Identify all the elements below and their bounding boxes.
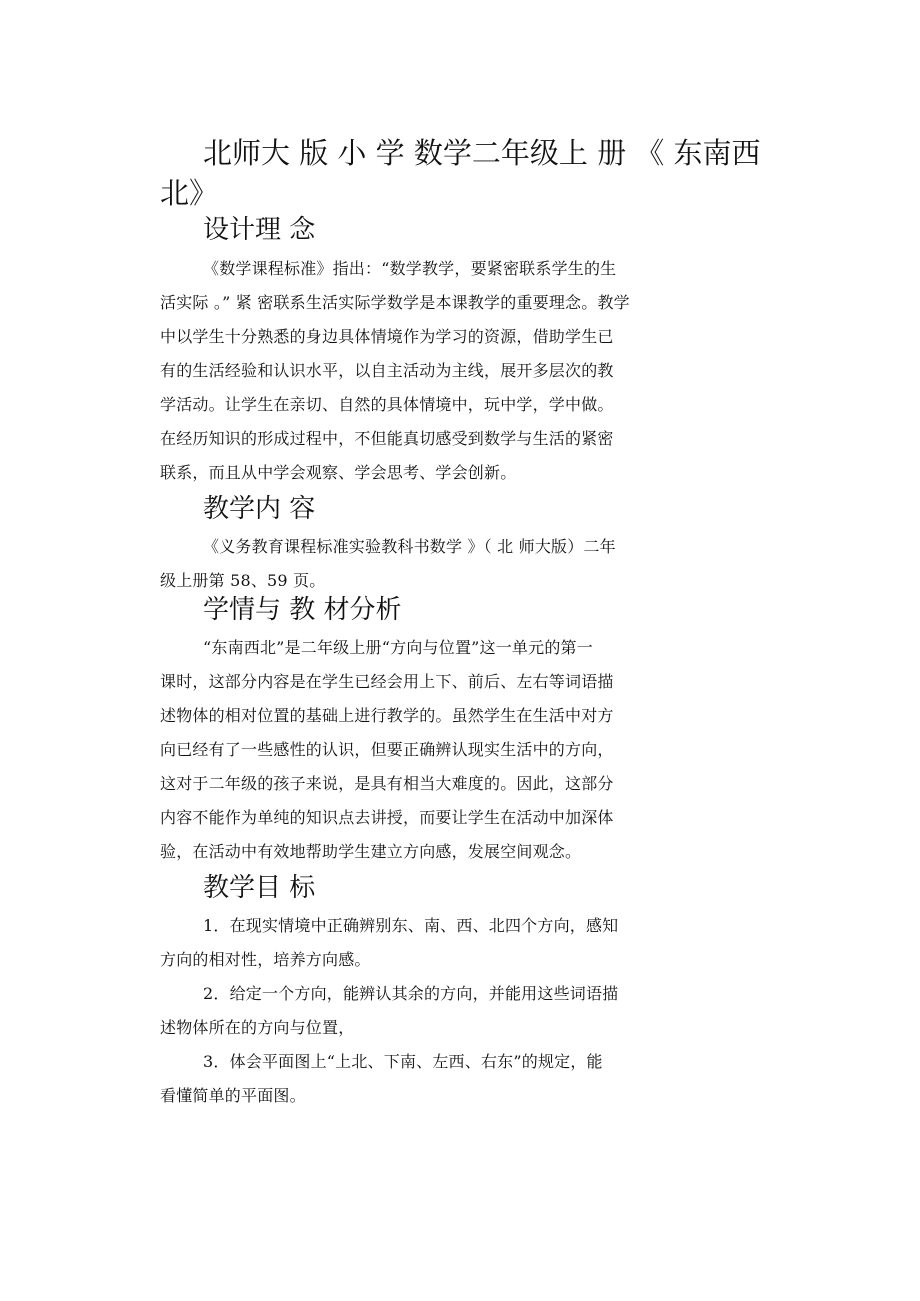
text-line: 述物体的相对位置的基础上进行教学的。虽然学生在生活中对方 (160, 706, 614, 725)
text-line: 级上册第 58、59 页。 (160, 571, 326, 590)
text-line: 内容不能作为单纯的知识点去讲授，而要让学生在活动中加深体 (160, 808, 614, 827)
text-line: 方向的相对性，培养方向感。 (160, 950, 371, 969)
title-line-1: 北师大 版 小 学 数学二年级上 册 《 东南西 (203, 136, 761, 170)
text-line: 向已经有了一些感性的认识，但要正确辨认现实生活中的方向， (160, 740, 614, 759)
text-line: 看懂简单的平面图。 (160, 1086, 306, 1105)
goal-item-1: 1．在现实情境中正确辨别东、南、西、北四个方向，感知 (203, 916, 619, 935)
text-line: 《义务教育课程标准实验教科书数学 》（ 北 师大版）二年 (203, 537, 616, 556)
goal-item-3: 3．体会平面图上“上北、下南、左西、右东”的规定，能 (203, 1052, 603, 1071)
section-heading-teaching-goals: 教学目 标 (203, 873, 316, 903)
section-heading-design-concept: 设计理 念 (203, 215, 316, 245)
text-line: 述物体所在的方向与位置， (160, 1018, 355, 1037)
title-line-2: 北》 (160, 176, 219, 210)
paragraph-design-concept (160, 252, 630, 490)
text-line: “东南西北”是二年级上册“方向与位置”这一单元的第一 (203, 638, 593, 657)
text-line: 学活动。让学生在亲切、自然的具体情境中，玩中学，学中做。 (160, 395, 614, 414)
text-line: 联系，而且从中学会观察、学会思考、学会创新。 (160, 463, 517, 482)
text-line: 有的生活经验和认识水平，以自主活动为主线，展开多层次的教 (160, 361, 614, 380)
document-title (160, 133, 800, 213)
text-line: 活实际 。” 紧 密联系生活实际学数学是本课教学的重要理念。教学 (160, 293, 630, 312)
text-line: 这对于二年级的孩子来说，是具有相当大难度的。因此，这部分 (160, 774, 614, 793)
goal-item-2: 2．给定一个方向，能辨认其余的方向，并能用这些词语描 (203, 984, 619, 1003)
text-line: 验，在活动中有效地帮助学生建立方向感，发展空间观念。 (160, 842, 582, 861)
paragraph-analysis (160, 631, 614, 869)
section-heading-analysis: 学情与 教 材分析 (203, 595, 402, 625)
text-line: 中以学生十分熟悉的身边具体情境作为学习的资源，借助学生已 (160, 327, 614, 346)
text-line: 《数学课程标准》指出：“数学教学，要紧密联系学生的生 (203, 259, 617, 278)
paragraph-teaching-goals (160, 909, 618, 1113)
text-line: 课时，这部分内容是在学生已经会用上下、前后、左右等词语描 (160, 672, 614, 691)
text-line: 在经历知识的形成过程中，不但能真切感受到数学与生活的紧密 (160, 429, 614, 448)
paragraph-teaching-content (160, 530, 616, 598)
section-heading-teaching-content: 教学内 容 (203, 494, 316, 524)
